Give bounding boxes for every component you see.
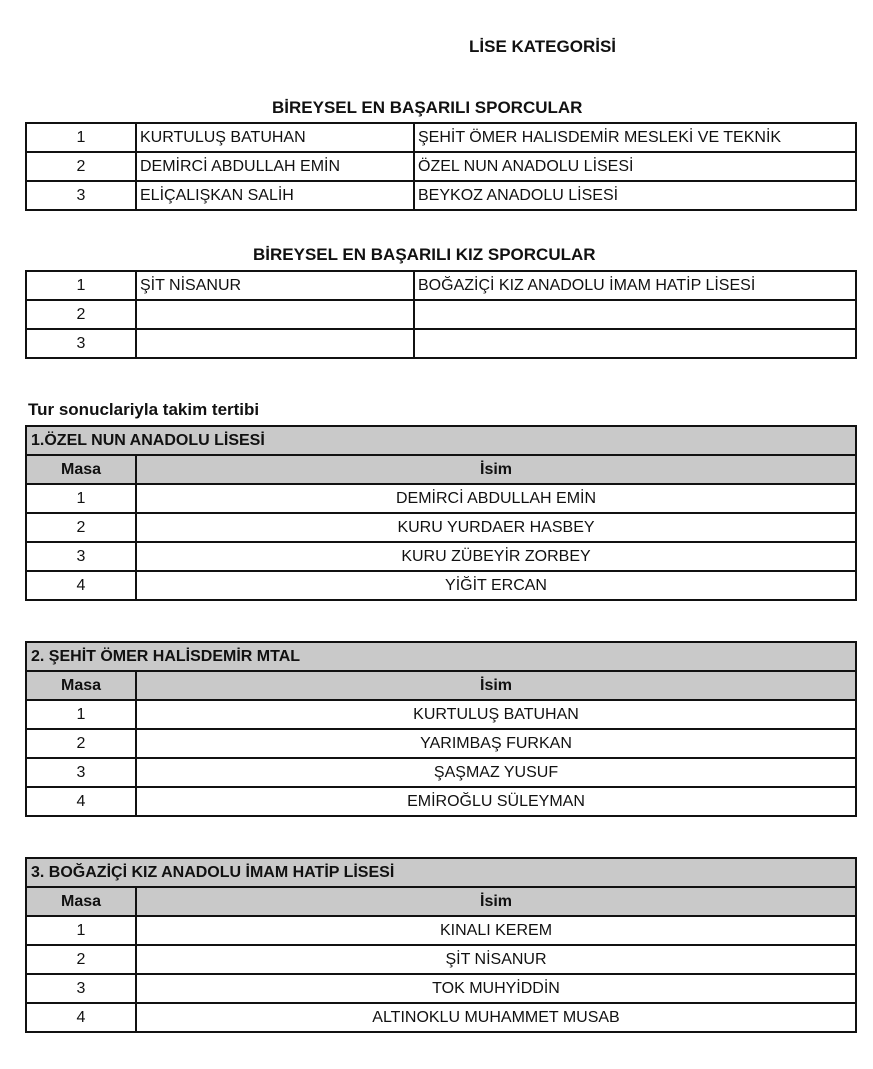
athlete-name-cell bbox=[136, 329, 414, 358]
individual-girls-table bbox=[25, 270, 857, 359]
isim-cell: YARIMBAŞ FURKAN bbox=[136, 729, 856, 758]
table-row bbox=[26, 571, 856, 600]
isim-cell: ŞAŞMAZ YUSUF bbox=[136, 758, 856, 787]
individual-boys-table bbox=[25, 122, 857, 211]
isim-cell: KINALI KEREM bbox=[136, 916, 856, 945]
team-name: 2. ŞEHİT ÖMER HALİSDEMİR MTAL bbox=[26, 642, 856, 671]
athlete-name-cell: KURTULUŞ BATUHAN bbox=[136, 123, 414, 152]
masa-cell: 2 bbox=[26, 729, 136, 758]
isim-cell: KURTULUŞ BATUHAN bbox=[136, 700, 856, 729]
isim-cell: DEMİRCİ ABDULLAH EMİN bbox=[136, 484, 856, 513]
isim-cell: ŞİT NİSANUR bbox=[136, 945, 856, 974]
team-table bbox=[25, 857, 857, 1033]
masa-cell: 3 bbox=[26, 542, 136, 571]
table-row bbox=[26, 271, 856, 300]
team-header-row bbox=[26, 858, 856, 887]
table-row bbox=[26, 945, 856, 974]
school-cell bbox=[414, 300, 856, 329]
isim-column-header: İsim bbox=[136, 455, 856, 484]
table-row bbox=[26, 542, 856, 571]
isim-cell: ALTINOKLU MUHAMMET MUSAB bbox=[136, 1003, 856, 1032]
masa-column-header: Masa bbox=[26, 887, 136, 916]
table-row bbox=[26, 729, 856, 758]
table-row bbox=[26, 152, 856, 181]
team-section-title: Tur sonuclariyla takim tertibi bbox=[28, 400, 260, 419]
school-cell: BOĞAZİÇİ KIZ ANADOLU İMAM HATİP LİSESİ bbox=[414, 271, 856, 300]
table-row bbox=[26, 123, 856, 152]
team-header-row bbox=[26, 426, 856, 455]
athlete-name-cell: ELİÇALIŞKAN SALİH bbox=[136, 181, 414, 210]
school-cell bbox=[414, 329, 856, 358]
team-name: 1.ÖZEL NUN ANADOLU LİSESİ bbox=[26, 426, 856, 455]
rank-cell: 1 bbox=[26, 271, 136, 300]
table-row bbox=[26, 916, 856, 945]
team-table bbox=[25, 425, 857, 601]
table-row bbox=[26, 1003, 856, 1032]
column-header-row bbox=[26, 455, 856, 484]
table-row bbox=[26, 513, 856, 542]
masa-cell: 3 bbox=[26, 974, 136, 1003]
rank-cell: 3 bbox=[26, 181, 136, 210]
school-cell: ÖZEL NUN ANADOLU LİSESİ bbox=[414, 152, 856, 181]
table-row bbox=[26, 974, 856, 1003]
masa-cell: 1 bbox=[26, 484, 136, 513]
team-header-row bbox=[26, 642, 856, 671]
isim-cell: EMİROĞLU SÜLEYMAN bbox=[136, 787, 856, 816]
column-header-row bbox=[26, 671, 856, 700]
isim-cell: TOK MUHYİDDİN bbox=[136, 974, 856, 1003]
team-name: 3. BOĞAZİÇİ KIZ ANADOLU İMAM HATİP LİSESİ bbox=[26, 858, 856, 887]
team-table bbox=[25, 641, 857, 817]
masa-cell: 3 bbox=[26, 758, 136, 787]
isim-cell: KURU YURDAER HASBEY bbox=[136, 513, 856, 542]
masa-cell: 4 bbox=[26, 787, 136, 816]
rank-cell: 1 bbox=[26, 123, 136, 152]
table-row bbox=[26, 758, 856, 787]
table-row bbox=[26, 300, 856, 329]
masa-cell: 2 bbox=[26, 945, 136, 974]
table-row bbox=[26, 329, 856, 358]
masa-column-header: Masa bbox=[26, 671, 136, 700]
masa-cell: 1 bbox=[26, 700, 136, 729]
masa-cell: 2 bbox=[26, 513, 136, 542]
athlete-name-cell bbox=[136, 300, 414, 329]
athlete-name-cell: ŞİT NİSANUR bbox=[136, 271, 414, 300]
table-row bbox=[26, 181, 856, 210]
masa-column-header: Masa bbox=[26, 455, 136, 484]
column-header-row bbox=[26, 887, 856, 916]
school-cell: ŞEHİT ÖMER HALISDEMİR MESLEKİ VE TEKNİK bbox=[414, 123, 856, 152]
school-cell: BEYKOZ ANADOLU LİSESİ bbox=[414, 181, 856, 210]
masa-cell: 4 bbox=[26, 571, 136, 600]
table-row bbox=[26, 700, 856, 729]
masa-cell: 1 bbox=[26, 916, 136, 945]
category-title: LİSE KATEGORİSİ bbox=[469, 37, 617, 56]
rank-cell: 3 bbox=[26, 329, 136, 358]
masa-cell: 4 bbox=[26, 1003, 136, 1032]
table-row bbox=[26, 484, 856, 513]
athlete-name-cell: DEMİRCİ ABDULLAH EMİN bbox=[136, 152, 414, 181]
isim-cell: YİĞİT ERCAN bbox=[136, 571, 856, 600]
isim-column-header: İsim bbox=[136, 887, 856, 916]
table-row bbox=[26, 787, 856, 816]
isim-column-header: İsim bbox=[136, 671, 856, 700]
individual-boys-title: BİREYSEL EN BAŞARILI SPORCULAR bbox=[272, 98, 583, 117]
isim-cell: KURU ZÜBEYİR ZORBEY bbox=[136, 542, 856, 571]
rank-cell: 2 bbox=[26, 152, 136, 181]
individual-girls-title: BİREYSEL EN BAŞARILI KIZ SPORCULAR bbox=[253, 245, 596, 264]
rank-cell: 2 bbox=[26, 300, 136, 329]
